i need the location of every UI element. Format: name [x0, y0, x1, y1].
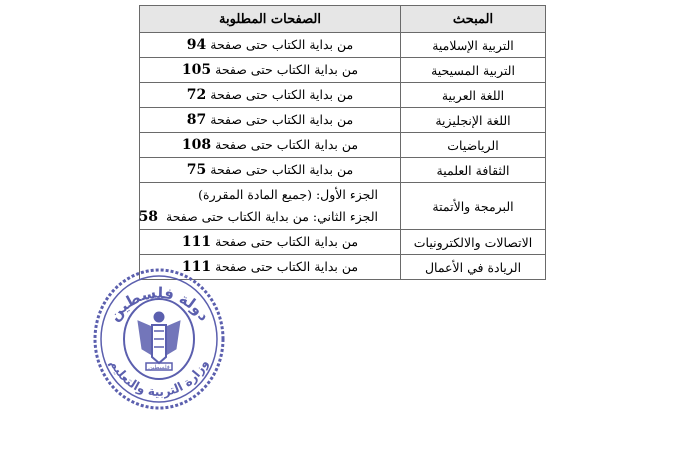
pages-text: من بداية الكتاب حتى صفحة [215, 62, 359, 77]
pages-cell [140, 58, 401, 83]
subject-cell: الرياضيات [401, 133, 546, 158]
pages-cell [140, 33, 401, 58]
table-row [140, 83, 546, 108]
page-number: 72 [186, 87, 207, 103]
pages-text: من بداية الكتاب حتى صفحة [210, 37, 354, 52]
page-number: 105 [181, 62, 212, 78]
pages-cell [140, 83, 401, 108]
pages-text: من بداية الكتاب حتى صفحة [210, 112, 354, 127]
page-number: 111 [181, 259, 212, 275]
part-one-text: الجزء الأول: (جميع المادة المقررة) [198, 187, 378, 202]
table-header-row [140, 6, 546, 33]
table-row [140, 183, 546, 230]
subject-cell: الثقافة العلمية [401, 158, 546, 183]
pages-cell [140, 230, 401, 255]
subject-cell: البرمجة والأتمتة [401, 183, 546, 230]
eagle-emblem [138, 312, 180, 370]
subject-cell: اللغة الإنجليزية [401, 108, 546, 133]
stamp-center-text: فلسطين [148, 364, 170, 371]
page-number: 87 [186, 112, 207, 128]
stamp-bottom-text: وزارة التربية والتعليم [107, 357, 211, 399]
part-two-text: الجزء الثاني: من بداية الكتاب حتى صفحة [166, 209, 378, 224]
table-row [140, 158, 546, 183]
pages-text: من بداية الكتاب حتى صفحة [215, 259, 359, 274]
stamp-top-text: دولة فلسطين [105, 283, 214, 325]
page-number: 108 [181, 137, 212, 153]
page-number: 94 [186, 37, 207, 53]
subject-cell: الريادة في الأعمال [401, 255, 546, 280]
subject-cell: التربية المسيحية [401, 58, 546, 83]
table-row [140, 33, 546, 58]
subject-cell: التربية الإسلامية [401, 33, 546, 58]
pages-text: من بداية الكتاب حتى صفحة [210, 162, 354, 177]
pages-text: من بداية الكتاب حتى صفحة [215, 137, 359, 152]
pages-cell [140, 133, 401, 158]
required-pages-table [139, 5, 546, 280]
page-number: 75 [186, 162, 207, 178]
page-number: 58 [138, 209, 159, 225]
subject-cell: الاتصالات والالكترونيات [401, 230, 546, 255]
table-row [140, 108, 546, 133]
page-number: 111 [181, 234, 212, 250]
table-row [140, 133, 546, 158]
pages-text: من بداية الكتاب حتى صفحة [215, 234, 359, 249]
ministry-stamp [92, 267, 226, 411]
pages-text: من بداية الكتاب حتى صفحة [210, 87, 354, 102]
pages-cell [140, 108, 401, 133]
header-pages: الصفحات المطلوبة [140, 6, 401, 33]
part-two-line [140, 206, 378, 228]
subject-cell: اللغة العربية [401, 83, 546, 108]
pages-cell [140, 158, 401, 183]
table-row [140, 230, 546, 255]
pages-cell [140, 183, 401, 230]
header-subject: المبحث [401, 6, 546, 33]
table-row [140, 58, 546, 83]
